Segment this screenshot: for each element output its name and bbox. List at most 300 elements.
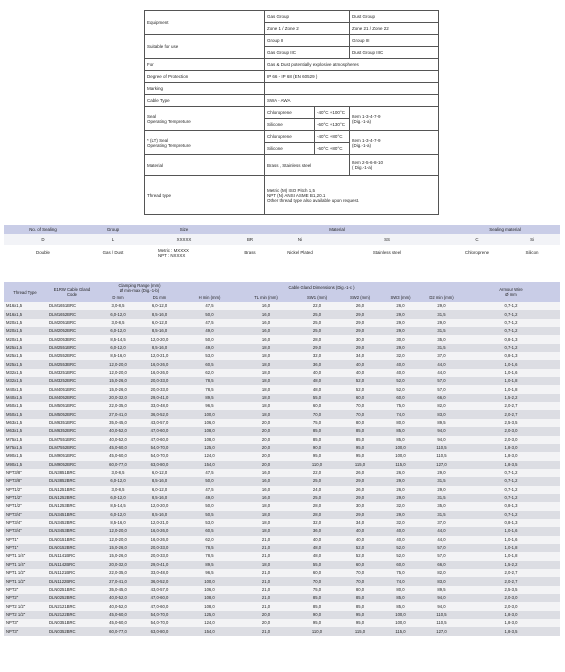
marking-value (265, 83, 439, 95)
cell-d1-min-max: 6,0-12,0 (138, 302, 181, 310)
table-row (4, 360, 560, 368)
header-sw1: SW1 (mm) (294, 293, 340, 302)
cell-gland-code: DLM2051BRC (46, 319, 98, 327)
cell-d1-min-max: 16,0-26,0 (138, 369, 181, 377)
cell-tl-min: 18,0 (238, 360, 294, 368)
cell-sw1: 85,0 (294, 427, 340, 435)
cell-d2-min: 94,0 (421, 602, 462, 610)
cell-gland-code: DLM9051BRC (46, 452, 98, 460)
table-row (4, 569, 560, 577)
cell-sw2: 95,0 (340, 611, 380, 619)
table-row (4, 527, 560, 535)
code-letter: BR (224, 234, 276, 245)
cell-gland-code: DLN2122BRC (46, 611, 98, 619)
cell-sw2: 80,0 (340, 419, 380, 427)
cell-tl-min: 18,0 (238, 344, 294, 352)
cell-gland-code: DLN1121BRC (46, 569, 98, 577)
cell-thread-type: M25x1,5 (4, 344, 46, 352)
cell-h-min: 108,0 (181, 427, 238, 435)
cell-sw1: 95,0 (294, 452, 340, 460)
cell-armour-wire: 1,5-2,2 (462, 561, 560, 569)
cell-thread-type: NPT1 1/2" (4, 577, 46, 585)
table-row (4, 544, 560, 552)
cell-sw1: 36,0 (294, 360, 340, 368)
table-row (4, 577, 560, 585)
cell-armour-wire: 0,7-1,2 (462, 302, 560, 310)
cell-armour-wire: 1,8-3,5 (462, 627, 560, 635)
cell-h-min: 50,0 (181, 310, 238, 318)
cell-sw1: 25,0 (294, 494, 340, 502)
code-meaning: Metric : MXXXX NPT : NXXXX (144, 245, 224, 260)
cell-gland-code: DLM3252BRC (46, 377, 98, 385)
cable-type-label: Cable Type (145, 95, 265, 107)
table-row (4, 444, 560, 452)
cell-d2-min: 66,0 (421, 394, 462, 402)
material-label: Material (145, 155, 265, 176)
cell-d1-min-max: 8,5-16,0 (138, 511, 181, 519)
cable-gland-dimensions-table (4, 282, 560, 636)
cell-h-min: 124,0 (181, 619, 238, 627)
cell-sw2: 95,0 (340, 452, 380, 460)
cell-gland-code: DLN0252BRC (46, 594, 98, 602)
cell-d1-min-max: 47,0-60,0 (138, 436, 181, 444)
cell-d2-min: 37,0 (421, 352, 462, 360)
cell-sw3: 40,0 (380, 536, 421, 544)
cell-h-min: 106,0 (181, 586, 238, 594)
header-d2-min: D2 min (mm) (421, 293, 462, 302)
cell-tl-min: 16,0 (238, 302, 294, 310)
cell-thread-type: NPT2" (4, 586, 46, 594)
cell-d1-min-max: 47,0-60,0 (138, 427, 181, 435)
table-row (4, 335, 560, 343)
cell-thread-type: M75x1,5 (4, 444, 46, 452)
cell-sw2: 60,0 (340, 561, 380, 569)
cell-sw2: 29,0 (340, 310, 380, 318)
cell-thread-type: NPT3/4" (4, 527, 46, 535)
cell-d1-min-max: 8,5-16,0 (138, 477, 181, 485)
table-row (4, 611, 560, 619)
cell-d1-min-max: 47,0-60,0 (138, 602, 181, 610)
cell-gland-code: DLM2553BRC (46, 360, 98, 368)
cell-armour-wire: 1,0-1,8 (462, 544, 560, 552)
cell-tl-min: 21,0 (238, 552, 294, 560)
cell-thread-type: M16x1,5 (4, 310, 46, 318)
cell-d2-min: 83,0 (421, 410, 462, 418)
cell-d1-min-max: 12,0-21,0 (138, 519, 181, 527)
cell-d-min-max: 3,0-8,5 (98, 486, 138, 494)
cell-gland-code: DLM5052BRC (46, 410, 98, 418)
cell-sw3: 29,0 (380, 327, 421, 335)
cell-sw2: 40,0 (340, 527, 380, 535)
cell-gland-code: DLM2551BRC (46, 344, 98, 352)
cell-tl-min: 16,0 (238, 327, 294, 335)
cell-thread-type: M32x1,5 (4, 377, 46, 385)
cell-d1-min-max: 6,0-12,0 (138, 469, 181, 477)
cell-d2-min: 110,5 (421, 452, 462, 460)
cell-h-min: 108,0 (181, 436, 238, 444)
code-header-material: Material (224, 225, 450, 234)
cell-sw3: 30,0 (380, 335, 421, 343)
cell-thread-type: NPT1/2" (4, 502, 46, 510)
cell-d-min-max: 60,0-77,0 (98, 461, 138, 469)
cell-d-min-max: 8,5-16,0 (98, 352, 138, 360)
cell-thread-type: NPT3" (4, 627, 46, 635)
cell-tl-min: 20,0 (238, 427, 294, 435)
cell-thread-type: NPT3/4" (4, 519, 46, 527)
cell-armour-wire: 1,0-1,6 (462, 360, 560, 368)
thread-label: Thread type (145, 176, 265, 215)
cell-armour-wire: 0,8-1,3 (462, 502, 560, 510)
cell-d2-min: 35,0 (421, 502, 462, 510)
cell-sw1: 95,0 (294, 619, 340, 627)
cell-d1-min-max: 6,0-12,0 (138, 486, 181, 494)
for-value: Gas & Dust potentially explosive atmospheres (265, 59, 439, 71)
cell-gland-code: DLN1252BRC (46, 494, 98, 502)
cell-sw2: 40,0 (340, 536, 380, 544)
code-letter: Si (504, 234, 560, 245)
cell-d2-min: 31,5 (421, 327, 462, 335)
cell-d-min-max: 20,0-32,0 (98, 561, 138, 569)
cell-h-min: 50,0 (181, 477, 238, 485)
cell-gland-code: DLN3851BRC (46, 469, 98, 477)
cell-d2-min: 110,5 (421, 444, 462, 452)
cell-gland-code: DLN2121BRC (46, 602, 98, 610)
cell-tl-min: 18,0 (238, 377, 294, 385)
cell-d2-min: 44,0 (421, 360, 462, 368)
cell-tl-min: 20,0 (238, 611, 294, 619)
cell-d-min-max: 6,0-12,0 (98, 327, 138, 335)
cell-tl-min: 18,0 (238, 352, 294, 360)
ordering-code-table (4, 225, 560, 260)
cell-armour-wire: 0,7-1,2 (462, 344, 560, 352)
cell-armour-wire: 0,7-1,2 (462, 319, 560, 327)
table-body (4, 302, 560, 636)
cell-sw3: 32,0 (380, 352, 421, 360)
cell-armour-wire: 1,0-1,6 (462, 536, 560, 544)
cell-sw3: 52,0 (380, 544, 421, 552)
cell-d-min-max: 27,0-41,0 (98, 577, 138, 585)
cell-d2-min: 82,0 (421, 402, 462, 410)
cell-sw2: 52,0 (340, 377, 380, 385)
table-row (4, 344, 560, 352)
cell-gland-code: DLN0152BRC (46, 544, 98, 552)
cell-d1-min-max: 16,0-26,0 (138, 360, 181, 368)
cell-sw2: 70,0 (340, 569, 380, 577)
cell-sw2: 95,0 (340, 619, 380, 627)
cell-sw3: 40,0 (380, 360, 421, 368)
cell-h-min: 78,5 (181, 385, 238, 393)
table-row (4, 369, 560, 377)
code-letter: L (82, 234, 144, 245)
cell-d1-min-max: 29,0-41,0 (138, 561, 181, 569)
cell-d1-min-max: 16,0-26,0 (138, 527, 181, 535)
cell-armour-wire: 1,5-2,2 (462, 394, 560, 402)
cell-sw1: 32,0 (294, 352, 340, 360)
cell-gland-code: DLN0352BRC (46, 627, 98, 635)
cell-armour-wire: 0,7-1,2 (462, 469, 560, 477)
cell-sw3: 29,0 (380, 511, 421, 519)
cell-d2-min: 127,0 (421, 627, 462, 635)
cell-h-min: 78,5 (181, 377, 238, 385)
cell-h-min: 100,0 (181, 577, 238, 585)
cell-d2-min: 31,5 (421, 310, 462, 318)
seal-items: Item 1-3-4-7-9 (Dig.-1-a) (350, 107, 439, 131)
table-row (4, 394, 560, 402)
table-row (4, 561, 560, 569)
protection-value: IP 66 - IP 68 (EN 60529 ) (265, 71, 439, 83)
cell-sw3: 60,0 (380, 561, 421, 569)
cell-h-min: 62,0 (181, 536, 238, 544)
cell-tl-min: 18,0 (238, 527, 294, 535)
cell-d2-min: 57,0 (421, 385, 462, 393)
cell-gland-code: DLN3453BRC (46, 527, 98, 535)
cell-gland-code: DLN3452BRC (46, 519, 98, 527)
cell-sw1: 60,0 (294, 569, 340, 577)
cell-sw2: 52,0 (340, 552, 380, 560)
cell-sw3: 29,0 (380, 319, 421, 327)
cell-sw1: 70,0 (294, 410, 340, 418)
cell-sw1: 48,0 (294, 377, 340, 385)
cell-d-min-max: 60,0-77,0 (98, 627, 138, 635)
table-row (4, 419, 560, 427)
cell-armour-wire: 0,7-1,2 (462, 310, 560, 318)
cell-d2-min: 110,5 (421, 619, 462, 627)
cell-armour-wire: 2,5-3,5 (462, 419, 560, 427)
table-row (4, 402, 560, 410)
cell-d-min-max: 45,0-60,0 (98, 611, 138, 619)
cell-d1-min-max: 16,0-26,0 (138, 536, 181, 544)
code-meaning: Chloroprene (450, 245, 504, 260)
cable-type-value: SWA - AWA (265, 95, 439, 107)
cell-armour-wire: 0,7-1,2 (462, 486, 560, 494)
cell-h-min: 53,0 (181, 352, 238, 360)
table-row (4, 586, 560, 594)
seal-silicone-temp: -60°C +130°C (315, 119, 350, 131)
cell-d-min-max: 8,5-16,0 (98, 519, 138, 527)
table-row (4, 627, 560, 635)
header-d: D mm (98, 293, 138, 302)
cell-sw1: 25,0 (294, 477, 340, 485)
zone-1-2: Zone 1 / Zone 2 (265, 23, 350, 35)
table-row (4, 602, 560, 610)
cell-thread-type: NPT3/8" (4, 469, 46, 477)
header-thread-type: Thread Type (4, 282, 46, 302)
cell-h-min: 108,0 (181, 602, 238, 610)
cell-armour-wire: 1,8-3,0 (462, 444, 560, 452)
cell-sw3: 85,0 (380, 594, 421, 602)
cell-h-min: 78,5 (181, 544, 238, 552)
cell-thread-type: NPT2 1/2" (4, 611, 46, 619)
cell-armour-wire: 0,7-1,2 (462, 477, 560, 485)
code-letter: SS (324, 234, 450, 245)
table-row (4, 427, 560, 435)
zone-21-22: Zone 21 / Zone 22 (350, 23, 439, 35)
cell-sw1: 55,0 (294, 394, 340, 402)
cell-tl-min: 16,0 (238, 477, 294, 485)
cell-d-min-max: 45,0-60,0 (98, 452, 138, 460)
cell-sw2: 29,0 (340, 511, 380, 519)
lt-chloroprene: Chloroprene (265, 131, 315, 143)
cell-sw3: 52,0 (380, 552, 421, 560)
cell-d1-min-max: 43,0-57,0 (138, 586, 181, 594)
cell-d-min-max: 12,0-20,0 (98, 527, 138, 535)
cell-d2-min: 89,5 (421, 586, 462, 594)
cell-h-min: 154,0 (181, 627, 238, 635)
cell-d1-min-max: 47,0-60,0 (138, 594, 181, 602)
table-row (4, 494, 560, 502)
thread-value: Metric (M) ISO Pitch 1,5 NPT (N) ANSI ASME B1,20.1 Other thread type also available upon request. (265, 176, 439, 215)
code-meaning: Stainless steel (324, 245, 450, 260)
cell-d2-min: 29,0 (421, 486, 462, 494)
cell-sw3: 32,0 (380, 502, 421, 510)
cell-armour-wire: 2,0-3,0 (462, 436, 560, 444)
cell-tl-min: 16,0 (238, 494, 294, 502)
cell-tl-min: 20,0 (238, 619, 294, 627)
lt-chloroprene-temp: -40°C +80°C (315, 131, 350, 143)
cell-sw3: 26,0 (380, 469, 421, 477)
cell-sw3: 26,0 (380, 486, 421, 494)
cell-sw2: 26,0 (340, 469, 380, 477)
cell-thread-type: M90x1,5 (4, 452, 46, 460)
cell-gland-code: DLN3852BRC (46, 477, 98, 485)
cell-h-min: 106,0 (181, 419, 238, 427)
cell-d-min-max: 45,0-60,0 (98, 619, 138, 627)
group-iii: Group III (350, 35, 439, 47)
cell-sw3: 60,0 (380, 394, 421, 402)
cell-h-min: 47,5 (181, 469, 238, 477)
cell-d1-min-max: 63,0-80,0 (138, 461, 181, 469)
cell-armour-wire: 0,8-1,3 (462, 519, 560, 527)
seal-silicone: Silicone (265, 119, 315, 131)
cell-armour-wire: 2,0-3,0 (462, 602, 560, 610)
cell-sw1: 25,0 (294, 319, 340, 327)
cell-sw2: 85,0 (340, 436, 380, 444)
cell-d1-min-max: 29,0-41,0 (138, 394, 181, 402)
cell-d-min-max: 12,0-20,0 (98, 360, 138, 368)
cell-thread-type: M50x1,5 (4, 410, 46, 418)
cell-d-min-max: 12,0-20,0 (98, 536, 138, 544)
cell-tl-min: 20,0 (238, 452, 294, 460)
cell-h-min: 125,0 (181, 444, 238, 452)
cell-h-min: 50,5 (181, 511, 238, 519)
equipment-label: Equipment (145, 11, 265, 35)
table-row (4, 436, 560, 444)
cell-d1-min-max: 20,0-33,0 (138, 377, 181, 385)
cell-sw1: 40,0 (294, 536, 340, 544)
cell-armour-wire: 0,7-1,2 (462, 494, 560, 502)
cell-sw1: 32,0 (294, 519, 340, 527)
cell-thread-type: NPT1/2" (4, 486, 46, 494)
cell-armour-wire: 0,7-1,2 (462, 327, 560, 335)
cell-tl-min: 21,0 (238, 627, 294, 635)
code-header-sealing-material: Sealing material (450, 225, 560, 234)
cell-d-min-max: 40,0-52,0 (98, 594, 138, 602)
cell-thread-type: NPT1 1/4" (4, 561, 46, 569)
cell-d-min-max: 45,0-60,0 (98, 444, 138, 452)
cell-armour-wire: 2,0-2,7 (462, 569, 560, 577)
cell-sw2: 29,0 (340, 344, 380, 352)
table-row (4, 619, 560, 627)
code-meaning: Brass (224, 245, 276, 260)
cell-h-min: 49,0 (181, 344, 238, 352)
cell-sw2: 29,0 (340, 319, 380, 327)
cell-sw3: 85,0 (380, 436, 421, 444)
cell-gland-code: DLN1141BRC (46, 552, 98, 560)
cell-h-min: 96,5 (181, 569, 238, 577)
lt-silicone: Silicone (265, 143, 315, 155)
table-row (4, 594, 560, 602)
cell-d1-min-max: 54,0-70,0 (138, 611, 181, 619)
cell-d2-min: 29,0 (421, 319, 462, 327)
cell-d1-min-max: 43,0-57,0 (138, 419, 181, 427)
cell-sw1: 75,0 (294, 419, 340, 427)
cell-sw2: 115,0 (340, 627, 380, 635)
cell-thread-type: M16x1,5 (4, 302, 46, 310)
cell-armour-wire: 1,8-3,0 (462, 452, 560, 460)
cell-thread-type: NPT1 1/4" (4, 552, 46, 560)
cell-sw1: 55,0 (294, 561, 340, 569)
cell-sw1: 90,0 (294, 611, 340, 619)
header-gland-code: E1RW Cable Gland Code (46, 282, 98, 302)
cell-tl-min: 18,0 (238, 410, 294, 418)
table-row (4, 352, 560, 360)
cell-sw1: 22,0 (294, 469, 340, 477)
cell-d1-min-max: 33,0-48,0 (138, 569, 181, 577)
cell-sw1: 85,0 (294, 594, 340, 602)
cell-d2-min: 82,0 (421, 569, 462, 577)
cell-d2-min: 44,0 (421, 536, 462, 544)
cell-d1-min-max: 6,0-12,0 (138, 319, 181, 327)
cell-thread-type: NPT1" (4, 536, 46, 544)
cell-d-min-max: 15,0-26,0 (98, 385, 138, 393)
cell-sw1: 60,0 (294, 402, 340, 410)
code-letter: C (450, 234, 504, 245)
code-letter: Ni (276, 234, 324, 245)
cell-sw2: 34,0 (340, 352, 380, 360)
cell-sw2: 85,0 (340, 427, 380, 435)
cell-d1-min-max: 54,0-70,0 (138, 619, 181, 627)
cell-sw3: 52,0 (380, 377, 421, 385)
cell-gland-code: DLM6352BRC (46, 427, 98, 435)
cell-h-min: 47,5 (181, 319, 238, 327)
cell-thread-type: M20x1,5 (4, 335, 46, 343)
cell-sw2: 30,0 (340, 335, 380, 343)
cell-d1-min-max: 8,5-16,0 (138, 494, 181, 502)
cell-sw2: 29,0 (340, 477, 380, 485)
cell-d2-min: 110,5 (421, 611, 462, 619)
cell-sw2: 70,0 (340, 577, 380, 585)
table-row (4, 461, 560, 469)
cell-sw1: 25,0 (294, 310, 340, 318)
cell-sw2: 52,0 (340, 544, 380, 552)
cell-d1-min-max: 20,0-33,0 (138, 544, 181, 552)
for-label: For (145, 59, 265, 71)
cell-d2-min: 29,0 (421, 469, 462, 477)
cell-gland-code: DLM4052BRC (46, 394, 98, 402)
code-header-size: Size (144, 225, 224, 234)
cell-sw2: 40,0 (340, 369, 380, 377)
cell-d2-min: 44,0 (421, 369, 462, 377)
cell-tl-min: 21,0 (238, 594, 294, 602)
cell-d1-min-max: 8,5-16,0 (138, 327, 181, 335)
cell-h-min: 62,0 (181, 369, 238, 377)
cell-h-min: 89,5 (181, 561, 238, 569)
cell-sw3: 100,0 (380, 619, 421, 627)
gas-group-iic: Gas Group IIC (265, 47, 350, 59)
header-sw3: SW3 (mm) (380, 293, 421, 302)
code-meaning: Nickel Plated (276, 245, 324, 260)
cell-sw1: 110,0 (294, 627, 340, 635)
